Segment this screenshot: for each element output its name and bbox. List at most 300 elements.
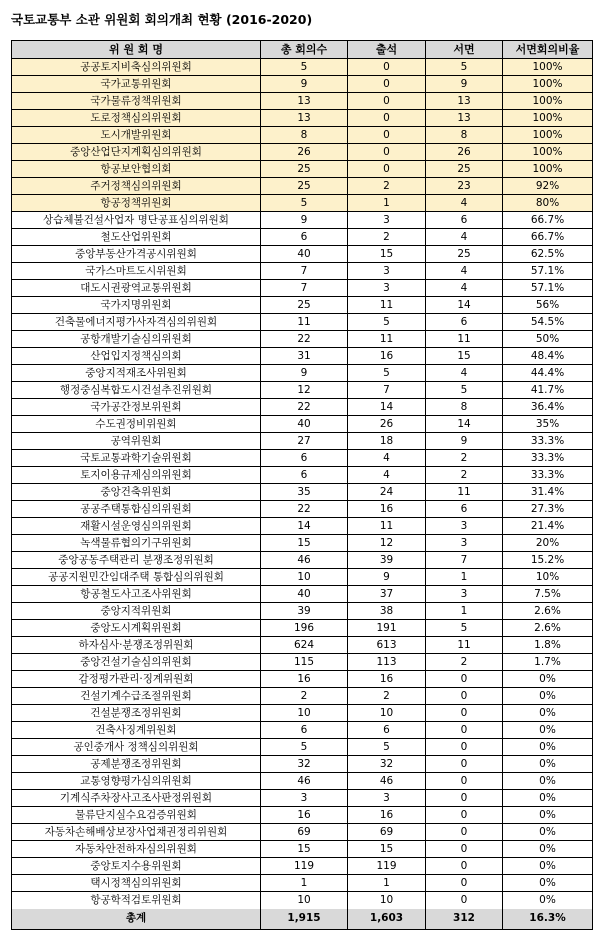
- header-written-ratio: 서면회의비율: [515, 43, 580, 56]
- cell-attendance: 0: [348, 144, 426, 160]
- cell-written-ratio: 66.7%: [530, 231, 565, 243]
- cell-committee-name: 항공보안협의회: [12, 161, 261, 177]
- cell-written-ratio: 66.7%: [530, 214, 565, 226]
- cell-total-meetings: 9: [261, 76, 348, 92]
- cell-total-meetings: 13: [261, 110, 348, 126]
- table-row: [12, 722, 592, 739]
- cell-written-ratio: 20%: [535, 537, 560, 549]
- table-row: [12, 212, 592, 229]
- total-meetings: 1,915: [261, 909, 348, 929]
- table-row: [12, 348, 592, 365]
- table-row: [12, 144, 592, 161]
- cell-written-ratio: 100%: [532, 146, 563, 158]
- cell-written-ratio: 35%: [535, 418, 560, 430]
- cell-attendance: 0: [348, 76, 426, 92]
- cell-committee-name: 재활시설운영심의위원회: [12, 518, 261, 534]
- cell-written: 0: [426, 688, 503, 704]
- cell-committee-name: 녹색물류협의기구위원회: [12, 535, 261, 551]
- cell-attendance: 24: [348, 484, 426, 500]
- cell-total-meetings: 5: [261, 739, 348, 755]
- cell-attendance: 191: [348, 620, 426, 636]
- cell-attendance: 16: [348, 501, 426, 517]
- header-attendance: 출석: [348, 41, 426, 58]
- cell-committee-name: 주거정책심의위원회: [12, 178, 261, 194]
- cell-total-meetings: 3: [261, 790, 348, 806]
- cell-committee-name: 택시정책심의위원회: [12, 875, 261, 891]
- cell-total-meetings: 196: [261, 620, 348, 636]
- cell-attendance: 16: [348, 348, 426, 364]
- cell-committee-name: 중앙지적위원회: [12, 603, 261, 619]
- cell-attendance: 10: [348, 892, 426, 909]
- cell-total-meetings: 6: [261, 450, 348, 466]
- cell-total-meetings: 9: [261, 212, 348, 228]
- cell-written-ratio: 0%: [539, 809, 556, 821]
- cell-attendance: 46: [348, 773, 426, 789]
- cell-committee-name: 산업입지정책심의회: [12, 348, 261, 364]
- cell-committee-name: 공항개발기술심의위원회: [12, 331, 261, 347]
- table-row: [12, 705, 592, 722]
- cell-committee-name: 공인중개사 정책심의위원회: [12, 739, 261, 755]
- table-row: [12, 450, 592, 467]
- cell-total-meetings: 7: [261, 263, 348, 279]
- cell-total-meetings: 624: [261, 637, 348, 653]
- cell-written-ratio: 1.8%: [534, 639, 561, 651]
- cell-committee-name: 중앙공동주택관리 분쟁조정위원회: [12, 552, 261, 568]
- cell-written-ratio: 33.3%: [530, 435, 565, 447]
- cell-committee-name: 건설기계수급조절위원회: [12, 688, 261, 704]
- cell-attendance: 14: [348, 399, 426, 415]
- cell-committee-name: 국가교통위원회: [12, 76, 261, 92]
- cell-written-ratio: 0%: [539, 843, 556, 855]
- cell-written: 9: [426, 76, 503, 92]
- cell-total-meetings: 12: [261, 382, 348, 398]
- cell-written: 0: [426, 790, 503, 806]
- cell-committee-name: 국가공간정보위원회: [12, 399, 261, 415]
- cell-written-ratio: 10%: [535, 571, 560, 583]
- cell-committee-name: 교통영향평가심의위원회: [12, 773, 261, 789]
- cell-total-meetings: 16: [261, 807, 348, 823]
- cell-written: 0: [426, 722, 503, 738]
- cell-attendance: 0: [348, 59, 426, 75]
- table-row: [12, 875, 592, 892]
- cell-committee-name: 자동차손해배상보장사업채권정리위원회: [12, 824, 261, 840]
- table-row: [12, 688, 592, 705]
- cell-written: 3: [426, 586, 503, 602]
- cell-committee-name: 하자심사·분쟁조정위원회: [12, 637, 261, 653]
- cell-attendance: 3: [348, 790, 426, 806]
- cell-attendance: 119: [348, 858, 426, 874]
- cell-written-ratio: 100%: [532, 112, 563, 124]
- cell-attendance: 4: [348, 450, 426, 466]
- cell-written-ratio: 2.6%: [534, 605, 561, 617]
- cell-written-ratio: 56%: [535, 299, 560, 311]
- cell-written-ratio: 0%: [539, 724, 556, 736]
- cell-attendance: 37: [348, 586, 426, 602]
- cell-written-ratio: 2.6%: [534, 622, 561, 634]
- cell-attendance: 16: [348, 807, 426, 823]
- cell-attendance: 12: [348, 535, 426, 551]
- cell-written-ratio: 0%: [539, 792, 556, 804]
- cell-written: 0: [426, 892, 503, 909]
- cell-attendance: 113: [348, 654, 426, 670]
- cell-total-meetings: 40: [261, 416, 348, 432]
- cell-committee-name: 물류단지실수요검증위원회: [12, 807, 261, 823]
- cell-attendance: 5: [348, 739, 426, 755]
- cell-attendance: 5: [348, 314, 426, 330]
- cell-attendance: 0: [348, 93, 426, 109]
- table-row: [12, 127, 592, 144]
- cell-committee-name: 공공토지비축심의위원회: [12, 59, 261, 75]
- table-row: [12, 229, 592, 246]
- cell-written-ratio: 0%: [539, 707, 556, 719]
- cell-attendance: 2: [348, 229, 426, 245]
- cell-total-meetings: 115: [261, 654, 348, 670]
- cell-attendance: 0: [348, 110, 426, 126]
- cell-total-meetings: 22: [261, 331, 348, 347]
- header-written: 서면: [426, 41, 503, 58]
- table-row: [12, 892, 592, 909]
- cell-written: 3: [426, 518, 503, 534]
- table-row: [12, 552, 592, 569]
- cell-written: 5: [426, 382, 503, 398]
- header-committee-name: 위 원 회 명: [12, 41, 261, 58]
- table-row: [12, 586, 592, 603]
- cell-written-ratio: 33.3%: [530, 452, 565, 464]
- table-row: [12, 807, 592, 824]
- cell-attendance: 15: [348, 841, 426, 857]
- table-row: [12, 93, 592, 110]
- cell-attendance: 3: [348, 280, 426, 296]
- cell-total-meetings: 25: [261, 178, 348, 194]
- table-row: [12, 467, 592, 484]
- cell-written: 11: [426, 637, 503, 653]
- cell-committee-name: 도시개발위원회: [12, 127, 261, 143]
- table-row: [12, 858, 592, 875]
- table-row: [12, 416, 592, 433]
- cell-committee-name: 국가물류정책위원회: [12, 93, 261, 109]
- cell-written-ratio: 0%: [539, 758, 556, 770]
- cell-attendance: 1: [348, 195, 426, 211]
- cell-committee-name: 건축물에너지평가사자격심의위원회: [12, 314, 261, 330]
- cell-attendance: 38: [348, 603, 426, 619]
- table-row: [12, 484, 592, 501]
- cell-written: 26: [426, 144, 503, 160]
- cell-written-ratio: 57.1%: [530, 282, 565, 294]
- cell-committee-name: 자동차안전하자심의위원회: [12, 841, 261, 857]
- cell-committee-name: 수도권정비위원회: [12, 416, 261, 432]
- cell-total-meetings: 27: [261, 433, 348, 449]
- cell-written-ratio: 0%: [539, 741, 556, 753]
- cell-written-ratio: 100%: [532, 129, 563, 141]
- cell-total-meetings: 13: [261, 93, 348, 109]
- cell-attendance: 7: [348, 382, 426, 398]
- cell-total-meetings: 16: [261, 671, 348, 687]
- cell-committee-name: 감정평가관리·징계위원회: [12, 671, 261, 687]
- cell-written-ratio: 50%: [535, 333, 560, 345]
- cell-attendance: 11: [348, 297, 426, 313]
- table-row: [12, 280, 592, 297]
- cell-committee-name: 국가지명위원회: [12, 297, 261, 313]
- table-row: [12, 501, 592, 518]
- cell-attendance: 3: [348, 263, 426, 279]
- cell-written: 0: [426, 671, 503, 687]
- cell-written-ratio: 0%: [539, 690, 556, 702]
- cell-total-meetings: 15: [261, 535, 348, 551]
- cell-written: 1: [426, 569, 503, 585]
- cell-attendance: 39: [348, 552, 426, 568]
- cell-committee-name: 건축사징계위원회: [12, 722, 261, 738]
- table-row: [12, 756, 592, 773]
- cell-written-ratio: 48.4%: [530, 350, 565, 362]
- cell-attendance: 10: [348, 705, 426, 721]
- cell-committee-name: 중앙도시계획위원회: [12, 620, 261, 636]
- cell-attendance: 9: [348, 569, 426, 585]
- cell-total-meetings: 5: [261, 195, 348, 211]
- cell-total-meetings: 22: [261, 501, 348, 517]
- cell-attendance: 18: [348, 433, 426, 449]
- cell-written-ratio: 0%: [539, 826, 556, 838]
- cell-written-ratio: 21.4%: [530, 520, 565, 532]
- cell-total-meetings: 8: [261, 127, 348, 143]
- cell-written-ratio: 92%: [535, 180, 560, 192]
- committee-meetings-table: [11, 40, 593, 930]
- cell-written-ratio: 0%: [539, 673, 556, 685]
- cell-total-meetings: 40: [261, 586, 348, 602]
- cell-written-ratio: 15.2%: [530, 554, 565, 566]
- table-row: [12, 331, 592, 348]
- cell-total-meetings: 6: [261, 229, 348, 245]
- cell-committee-name: 도로정책심의위원회: [12, 110, 261, 126]
- cell-committee-name: 공공지원민간임대주택 통합심의위원회: [12, 569, 261, 585]
- cell-total-meetings: 1: [261, 875, 348, 891]
- cell-attendance: 2: [348, 178, 426, 194]
- cell-written: 11: [426, 484, 503, 500]
- cell-total-meetings: 10: [261, 892, 348, 909]
- cell-written: 1: [426, 603, 503, 619]
- cell-committee-name: 중앙산업단지계획심의위원회: [12, 144, 261, 160]
- table-row: [12, 382, 592, 399]
- cell-written: 25: [426, 161, 503, 177]
- cell-attendance: 0: [348, 161, 426, 177]
- cell-written: 9: [426, 433, 503, 449]
- cell-committee-name: 행정중심복합도시건설추진위원회: [12, 382, 261, 398]
- cell-written-ratio: 80%: [535, 197, 560, 209]
- cell-committee-name: 철도산업위원회: [12, 229, 261, 245]
- cell-total-meetings: 6: [261, 467, 348, 483]
- cell-written: 23: [426, 178, 503, 194]
- cell-written-ratio: 100%: [532, 163, 563, 175]
- cell-total-meetings: 32: [261, 756, 348, 772]
- cell-attendance: 15: [348, 246, 426, 262]
- table-row: [12, 535, 592, 552]
- cell-written-ratio: 36.4%: [530, 401, 565, 413]
- cell-total-meetings: 31: [261, 348, 348, 364]
- table-row: [12, 314, 592, 331]
- cell-committee-name: 항공학적검토위원회: [12, 892, 261, 909]
- cell-committee-name: 상습체불건설사업자 명단공표심의위원회: [12, 212, 261, 228]
- cell-written: 3: [426, 535, 503, 551]
- cell-written: 5: [426, 59, 503, 75]
- cell-written: 0: [426, 756, 503, 772]
- cell-committee-name: 국가스마트도시위원회: [12, 263, 261, 279]
- cell-attendance: 5: [348, 365, 426, 381]
- cell-committee-name: 건설분쟁조정위원회: [12, 705, 261, 721]
- cell-written-ratio: 27.3%: [530, 503, 565, 515]
- cell-total-meetings: 9: [261, 365, 348, 381]
- cell-attendance: 69: [348, 824, 426, 840]
- cell-written: 13: [426, 110, 503, 126]
- table-row: [12, 76, 592, 93]
- cell-written-ratio: 41.7%: [530, 384, 565, 396]
- table-row: [12, 365, 592, 382]
- cell-attendance: 1: [348, 875, 426, 891]
- cell-written: 8: [426, 127, 503, 143]
- cell-committee-name: 대도시권광역교통위원회: [12, 280, 261, 296]
- cell-attendance: 26: [348, 416, 426, 432]
- table-row: [12, 195, 592, 212]
- cell-total-meetings: 10: [261, 569, 348, 585]
- cell-written: 7: [426, 552, 503, 568]
- cell-written-ratio: 100%: [532, 61, 563, 73]
- cell-written: 25: [426, 246, 503, 262]
- table-row: [12, 773, 592, 790]
- cell-written: 4: [426, 280, 503, 296]
- cell-total-meetings: 11: [261, 314, 348, 330]
- cell-written: 11: [426, 331, 503, 347]
- table-row: [12, 161, 592, 178]
- cell-attendance: 16: [348, 671, 426, 687]
- cell-written: 0: [426, 739, 503, 755]
- cell-committee-name: 중앙건축위원회: [12, 484, 261, 500]
- cell-written: 4: [426, 229, 503, 245]
- cell-written: 0: [426, 858, 503, 874]
- cell-committee-name: 항공정책위원회: [12, 195, 261, 211]
- cell-committee-name: 항공철도사고조사위원회: [12, 586, 261, 602]
- cell-committee-name: 공역위원회: [12, 433, 261, 449]
- cell-written-ratio: 0%: [539, 894, 556, 906]
- cell-written-ratio: 33.3%: [530, 469, 565, 481]
- cell-written: 6: [426, 212, 503, 228]
- cell-written: 14: [426, 297, 503, 313]
- cell-committee-name: 중앙토지수용위원회: [12, 858, 261, 874]
- cell-total-meetings: 2: [261, 688, 348, 704]
- table-row: [12, 841, 592, 858]
- cell-total-meetings: 25: [261, 161, 348, 177]
- cell-written: 0: [426, 824, 503, 840]
- cell-written: 0: [426, 807, 503, 823]
- cell-written: 2: [426, 467, 503, 483]
- table-row: [12, 637, 592, 654]
- cell-written: 4: [426, 195, 503, 211]
- cell-total-meetings: 69: [261, 824, 348, 840]
- cell-attendance: 6: [348, 722, 426, 738]
- cell-total-meetings: 35: [261, 484, 348, 500]
- cell-total-meetings: 10: [261, 705, 348, 721]
- cell-committee-name: 기계식주차장사고조사판정위원회: [12, 790, 261, 806]
- cell-total-meetings: 46: [261, 552, 348, 568]
- cell-committee-name: 중앙부동산가격공시위원회: [12, 246, 261, 262]
- cell-written-ratio: 62.5%: [530, 248, 565, 260]
- table-row: [12, 297, 592, 314]
- cell-committee-name: 공제분쟁조정위원회: [12, 756, 261, 772]
- cell-committee-name: 공공주택통합심의위원회: [12, 501, 261, 517]
- table-row: [12, 654, 592, 671]
- cell-total-meetings: 7: [261, 280, 348, 296]
- table-row: [12, 59, 592, 76]
- cell-total-meetings: 25: [261, 297, 348, 313]
- cell-written-ratio: 0%: [539, 775, 556, 787]
- table-row: [12, 671, 592, 688]
- cell-written: 13: [426, 93, 503, 109]
- cell-written: 15: [426, 348, 503, 364]
- cell-total-meetings: 14: [261, 518, 348, 534]
- cell-written: 0: [426, 705, 503, 721]
- cell-written-ratio: 31.4%: [530, 486, 565, 498]
- cell-attendance: 32: [348, 756, 426, 772]
- table-row: [12, 739, 592, 756]
- cell-total-meetings: 6: [261, 722, 348, 738]
- table-row: [12, 824, 592, 841]
- cell-written: 14: [426, 416, 503, 432]
- cell-attendance: 11: [348, 518, 426, 534]
- cell-attendance: 11: [348, 331, 426, 347]
- table-row: [12, 620, 592, 637]
- cell-total-meetings: 39: [261, 603, 348, 619]
- cell-total-meetings: 40: [261, 246, 348, 262]
- cell-written: 2: [426, 450, 503, 466]
- cell-committee-name: 중앙지적재조사위원회: [12, 365, 261, 381]
- cell-written: 4: [426, 263, 503, 279]
- table-row: [12, 569, 592, 586]
- table-header-row: [12, 41, 592, 59]
- cell-written: 0: [426, 841, 503, 857]
- cell-total-meetings: 22: [261, 399, 348, 415]
- cell-written-ratio: 44.4%: [530, 367, 565, 379]
- cell-written: 5: [426, 620, 503, 636]
- cell-total-meetings: 46: [261, 773, 348, 789]
- total-attendance: 1,603: [348, 909, 426, 929]
- cell-written-ratio: 100%: [532, 78, 563, 90]
- cell-total-meetings: 26: [261, 144, 348, 160]
- table-row: [12, 433, 592, 450]
- page-title: 국토교통부 소관 위원회 회의개최 현황 (2016-2020): [11, 12, 313, 27]
- cell-attendance: 613: [348, 637, 426, 653]
- cell-total-meetings: 119: [261, 858, 348, 874]
- table-row: [12, 790, 592, 807]
- cell-written-ratio: 100%: [532, 95, 563, 107]
- table-row: [12, 399, 592, 416]
- cell-committee-name: 토지이용규제심의위원회: [12, 467, 261, 483]
- total-written: 312: [426, 909, 503, 929]
- cell-written: 6: [426, 314, 503, 330]
- cell-written-ratio: 54.5%: [530, 316, 565, 328]
- cell-committee-name: 중앙건설기술심의위원회: [12, 654, 261, 670]
- cell-written-ratio: 57.1%: [530, 265, 565, 277]
- table-row: [12, 110, 592, 127]
- cell-attendance: 3: [348, 212, 426, 228]
- table-row: [12, 263, 592, 280]
- table-row: [12, 178, 592, 195]
- cell-written: 0: [426, 773, 503, 789]
- cell-written: 6: [426, 501, 503, 517]
- table-total-row: [12, 909, 592, 929]
- table-row: [12, 246, 592, 263]
- cell-written: 4: [426, 365, 503, 381]
- cell-written: 8: [426, 399, 503, 415]
- cell-attendance: 2: [348, 688, 426, 704]
- cell-attendance: 4: [348, 467, 426, 483]
- cell-committee-name: 국토교통과학기술위원회: [12, 450, 261, 466]
